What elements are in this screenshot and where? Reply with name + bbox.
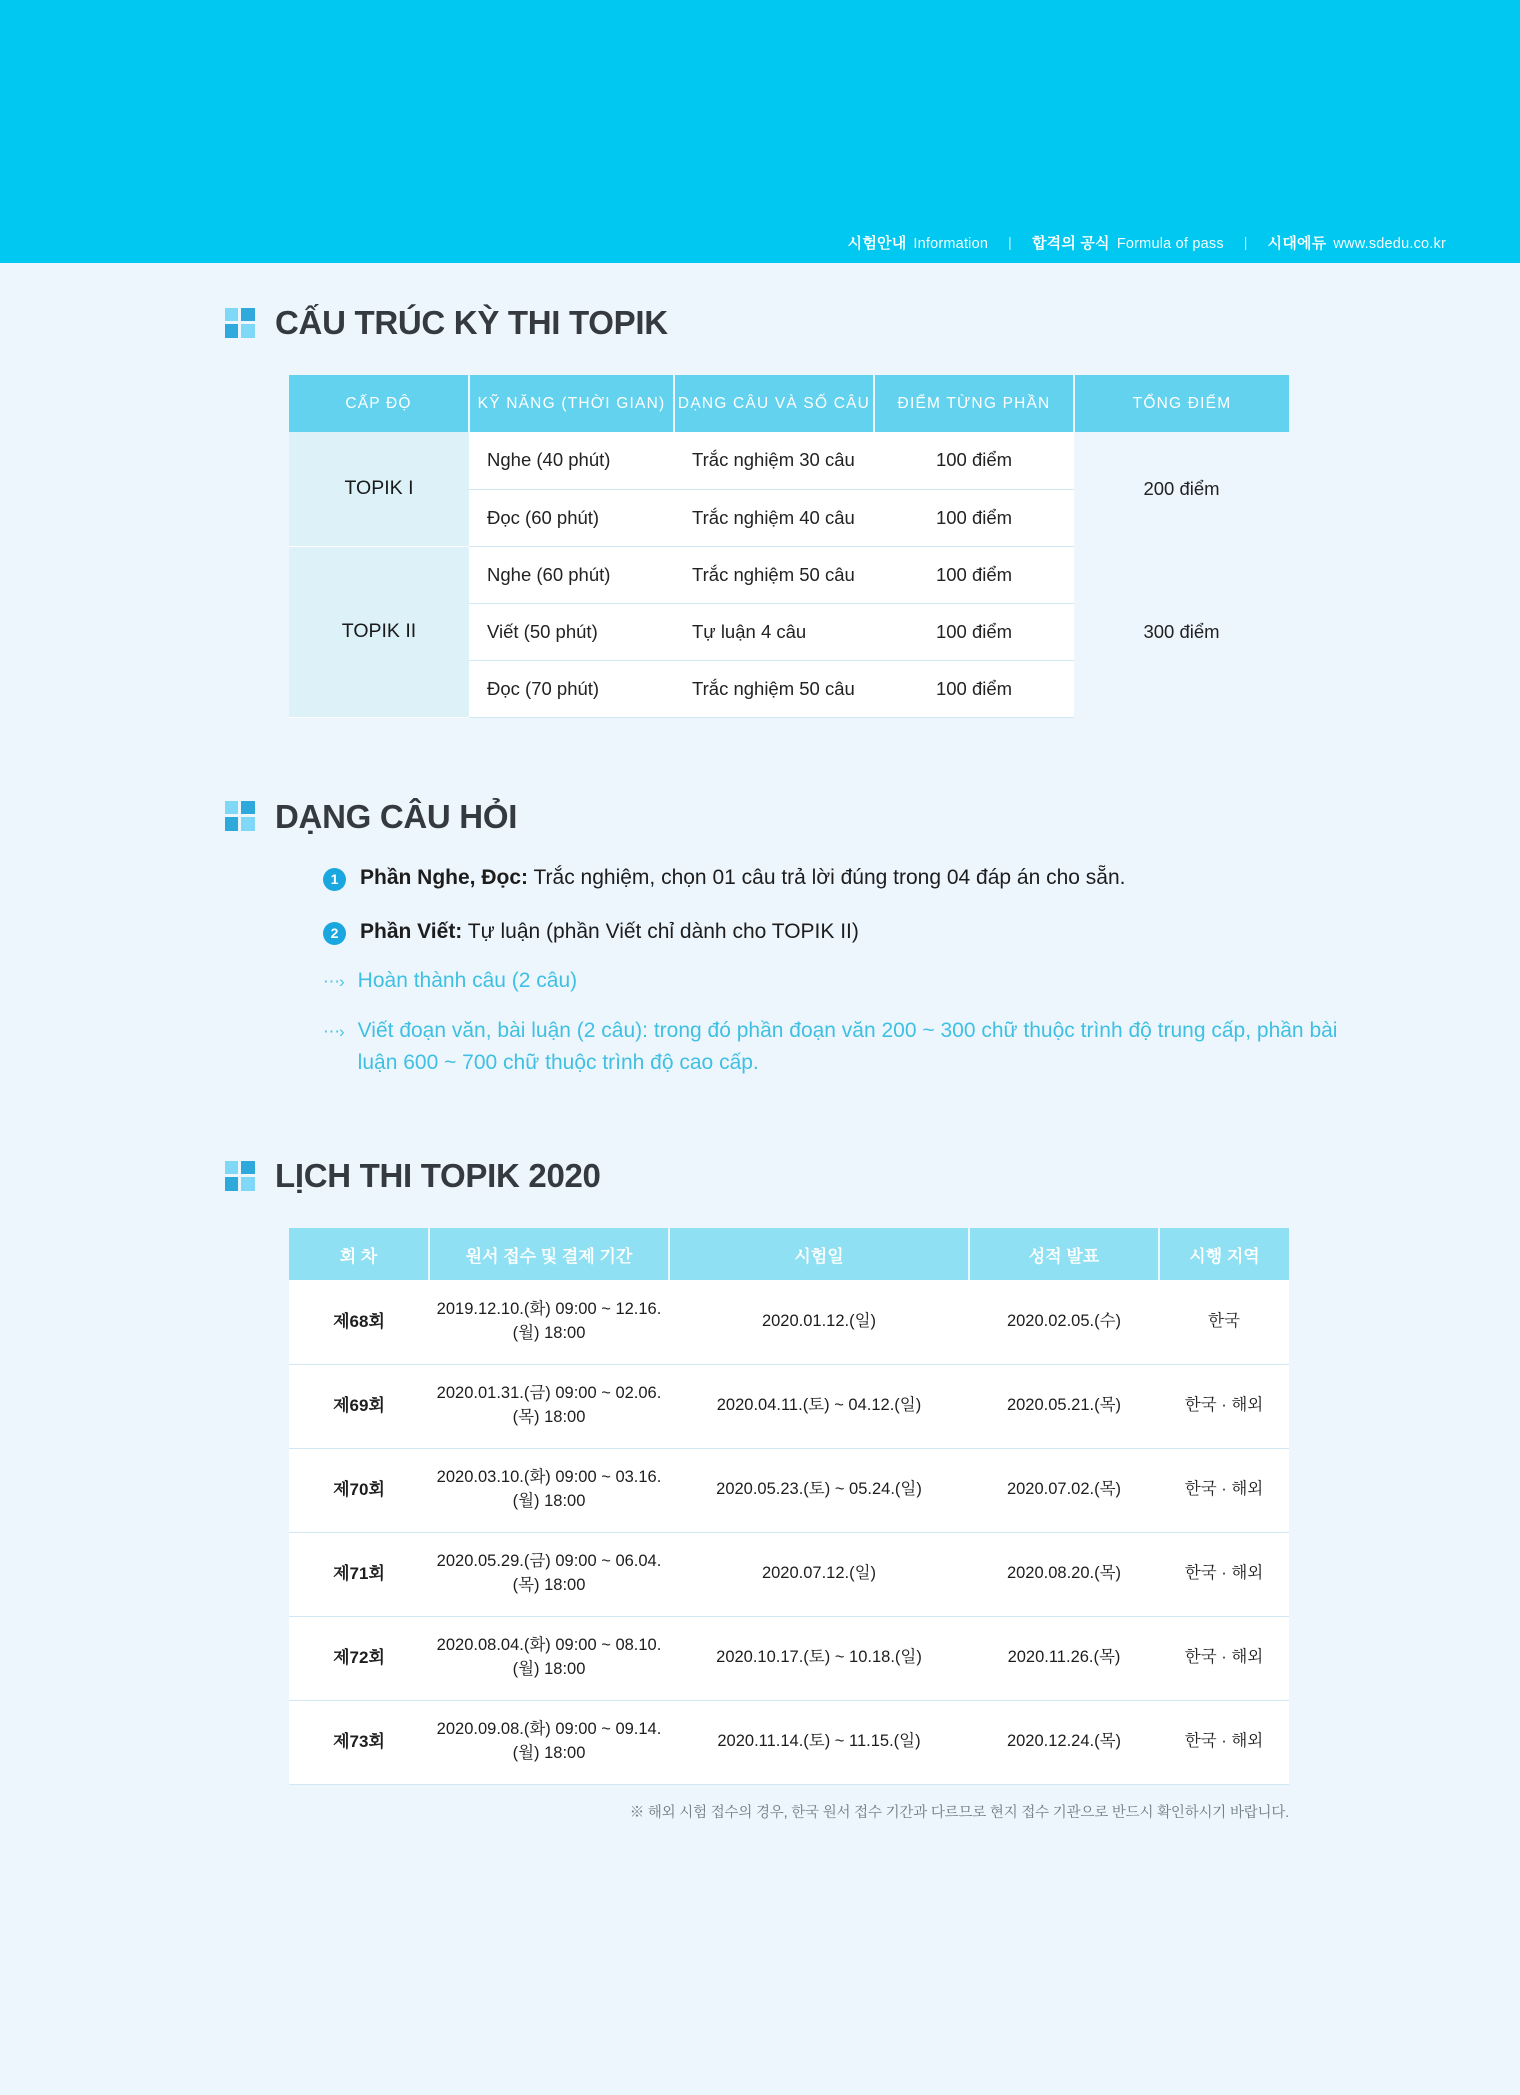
list-item xyxy=(323,917,1520,947)
schedule-result-date: 2020.08.20.(목) xyxy=(969,1532,1159,1616)
schedule-region: 한국 · 해외 xyxy=(1159,1532,1289,1616)
schedule-exam-date: 2020.11.14.(토) ~ 11.15.(일) xyxy=(669,1700,969,1784)
banner-item-formula xyxy=(1032,232,1224,253)
structure-total-topik1: 200 điểm xyxy=(1074,432,1289,546)
banner-separator-1: | xyxy=(1008,234,1012,250)
schedule-exam-date: 2020.05.23.(토) ~ 05.24.(일) xyxy=(669,1448,969,1532)
four-squares-icon xyxy=(225,308,255,338)
schedule-round: 제71회 xyxy=(289,1532,429,1616)
schedule-col-application: 원서 접수 및 결제 기간 xyxy=(429,1228,669,1280)
question-subitem-2: Viết đoạn văn, bài luận (2 câu): trong đó phần đoạn văn 200 ~ 300 chữ thuộc trình độ trung cấp, phần bài luận 600 ~ 700 chữ thuộc trình độ cao cấp. xyxy=(357,1019,1338,1075)
table-row xyxy=(289,1532,1289,1616)
structure-table-header-row xyxy=(289,375,1289,432)
schedule-table-wrapper xyxy=(289,1228,1520,1785)
schedule-col-region: 시행 지역 xyxy=(1159,1228,1289,1280)
structure-score: 100 điểm xyxy=(874,489,1074,546)
structure-score: 100 điểm xyxy=(874,660,1074,717)
banner-separator-2: | xyxy=(1243,234,1248,250)
schedule-round: 제72회 xyxy=(289,1616,429,1700)
structure-level-topik2: TOPIK II xyxy=(289,546,469,717)
structure-table-wrapper xyxy=(289,375,1520,718)
schedule-col-round: 회 차 xyxy=(289,1228,429,1280)
schedule-exam-date: 2020.10.17.(토) ~ 10.18.(일) xyxy=(669,1616,969,1700)
schedule-region: 한국 · 해외 xyxy=(1159,1448,1289,1532)
structure-score: 100 điểm xyxy=(874,546,1074,603)
question-types-list xyxy=(323,863,1520,1080)
structure-skill: Đọc (70 phút) xyxy=(469,660,674,717)
schedule-exam-date: 2020.07.12.(일) xyxy=(669,1532,969,1616)
table-row xyxy=(289,546,1289,603)
structure-type: Trắc nghiệm 50 câu xyxy=(674,546,874,603)
arrow-bullet-icon: ⋯› xyxy=(323,1022,344,1042)
schedule-col-result: 성적 발표 xyxy=(969,1228,1159,1280)
schedule-round: 제73회 xyxy=(289,1700,429,1784)
schedule-application: 2020.01.31.(금) 09:00 ~ 02.06.(목) 18:00 xyxy=(429,1364,669,1448)
structure-score: 100 điểm xyxy=(874,603,1074,660)
schedule-round: 제68회 xyxy=(289,1280,429,1364)
section-structure-title: CẤU TRÚC KỲ THI TOPIK xyxy=(275,304,668,341)
list-number-badge-2: 2 xyxy=(323,922,346,945)
banner-item-information-en: Information xyxy=(913,235,989,252)
schedule-result-date: 2020.07.02.(목) xyxy=(969,1448,1159,1532)
section-exam-structure xyxy=(225,306,1520,718)
question-type-2-label: Phần Viết: xyxy=(360,919,463,943)
structure-level-topik1: TOPIK I xyxy=(289,432,469,546)
list-item xyxy=(323,965,1520,997)
schedule-region: 한국 · 해외 xyxy=(1159,1700,1289,1784)
schedule-table xyxy=(289,1228,1289,1785)
question-type-2-desc: Tự luận (phần Viết chỉ dành cho TOPIK II) xyxy=(462,919,859,943)
table-row xyxy=(289,1364,1289,1448)
schedule-note: ※ 해외 시험 접수의 경우, 한국 원서 접수 기간과 다르므로 현지 접수 기관으로 반드시 확인하시기 바랍니다. xyxy=(629,1804,1289,1821)
schedule-application: 2020.05.29.(금) 09:00 ~ 06.04.(목) 18:00 xyxy=(429,1532,669,1616)
table-row xyxy=(289,1616,1289,1700)
list-item xyxy=(323,863,1520,893)
four-squares-icon xyxy=(225,1161,255,1191)
schedule-application: 2020.09.08.(화) 09:00 ~ 09.14.(월) 18:00 xyxy=(429,1700,669,1784)
banner-item-information xyxy=(848,232,989,253)
section-structure-header xyxy=(225,306,1520,339)
structure-col-total: TỔNG ĐIỂM xyxy=(1074,375,1289,432)
schedule-result-date: 2020.02.05.(수) xyxy=(969,1280,1159,1364)
structure-type: Tự luận 4 câu xyxy=(674,603,874,660)
structure-skill: Viết (50 phút) xyxy=(469,603,674,660)
table-row xyxy=(289,432,1289,489)
schedule-table-header-row xyxy=(289,1228,1289,1280)
structure-col-level: CẤP ĐỘ xyxy=(289,375,469,432)
four-squares-icon xyxy=(225,801,255,831)
structure-skill: Nghe (40 phút) xyxy=(469,432,674,489)
question-type-1-label: Phần Nghe, Đọc: xyxy=(360,865,529,889)
schedule-application: 2020.03.10.(화) 09:00 ~ 03.16.(월) 18:00 xyxy=(429,1448,669,1532)
schedule-round: 제69회 xyxy=(289,1364,429,1448)
banner-item-formula-en: Formula of pass xyxy=(1116,235,1224,252)
structure-col-skill: KỸ NĂNG (THỜI GIAN) xyxy=(469,375,674,432)
arrow-bullet-icon: ⋯› xyxy=(323,972,344,992)
schedule-region: 한국 · 해외 xyxy=(1159,1616,1289,1700)
structure-skill: Nghe (60 phút) xyxy=(469,546,674,603)
banner-item-information-ko: 시험안내 xyxy=(847,234,907,252)
table-row xyxy=(289,1700,1289,1784)
schedule-application: 2020.08.04.(화) 09:00 ~ 08.10.(월) 18:00 xyxy=(429,1616,669,1700)
structure-col-type: DẠNG CÂU VÀ SỐ CÂU xyxy=(674,375,874,432)
question-subitem-1: Hoàn thành câu (2 câu) xyxy=(357,969,578,993)
structure-skill: Đọc (60 phút) xyxy=(469,489,674,546)
schedule-result-date: 2020.12.24.(목) xyxy=(969,1700,1159,1784)
question-type-1-desc: Trắc nghiệm, chọn 01 câu trả lời đúng trong 04 đáp án cho sẵn. xyxy=(528,865,1126,889)
structure-type: Trắc nghiệm 40 câu xyxy=(674,489,874,546)
section-questions-header xyxy=(225,797,1520,835)
list-number-badge-1: 1 xyxy=(323,868,346,891)
schedule-region: 한국 xyxy=(1159,1280,1289,1364)
schedule-region: 한국 · 해외 xyxy=(1159,1364,1289,1448)
banner-item-sdedu xyxy=(1268,232,1446,253)
top-banner xyxy=(0,0,1520,263)
table-row xyxy=(289,1448,1289,1532)
structure-table xyxy=(289,375,1289,718)
section-questions-title: DẠNG CÂU HỎI xyxy=(275,797,518,835)
schedule-round: 제70회 xyxy=(289,1448,429,1532)
banner-footer-links xyxy=(0,221,1520,263)
banner-item-sdedu-url[interactable]: www.sdedu.co.kr xyxy=(1333,235,1446,252)
question-type-2-text xyxy=(360,917,859,947)
table-row xyxy=(289,1280,1289,1364)
section-schedule-title: LỊCH THI TOPIK 2020 xyxy=(275,1157,601,1195)
section-exam-schedule xyxy=(225,1159,1520,1822)
list-item xyxy=(323,1015,1520,1079)
schedule-application: 2019.12.10.(화) 09:00 ~ 12.16.(월) 18:00 xyxy=(429,1280,669,1364)
schedule-col-exam-date: 시험일 xyxy=(669,1228,969,1280)
structure-col-score: ĐIỂM TỪNG PHẦN xyxy=(874,375,1074,432)
schedule-result-date: 2020.11.26.(목) xyxy=(969,1616,1159,1700)
banner-item-formula-ko: 합격의 공식 xyxy=(1031,234,1110,252)
page-content xyxy=(0,263,1520,1822)
structure-type: Trắc nghiệm 30 câu xyxy=(674,432,874,489)
schedule-result-date: 2020.05.21.(목) xyxy=(969,1364,1159,1448)
structure-score: 100 điểm xyxy=(874,432,1074,489)
schedule-exam-date: 2020.04.11.(토) ~ 04.12.(일) xyxy=(669,1364,969,1448)
structure-total-topik2: 300 điểm xyxy=(1074,546,1289,717)
structure-type: Trắc nghiệm 50 câu xyxy=(674,660,874,717)
question-type-1-text xyxy=(360,863,1126,893)
banner-item-sdedu-ko: 시대에듀 xyxy=(1267,234,1327,252)
section-schedule-header xyxy=(225,1157,1520,1195)
schedule-exam-date: 2020.01.12.(일) xyxy=(669,1280,969,1364)
section-question-types xyxy=(225,797,1520,1080)
